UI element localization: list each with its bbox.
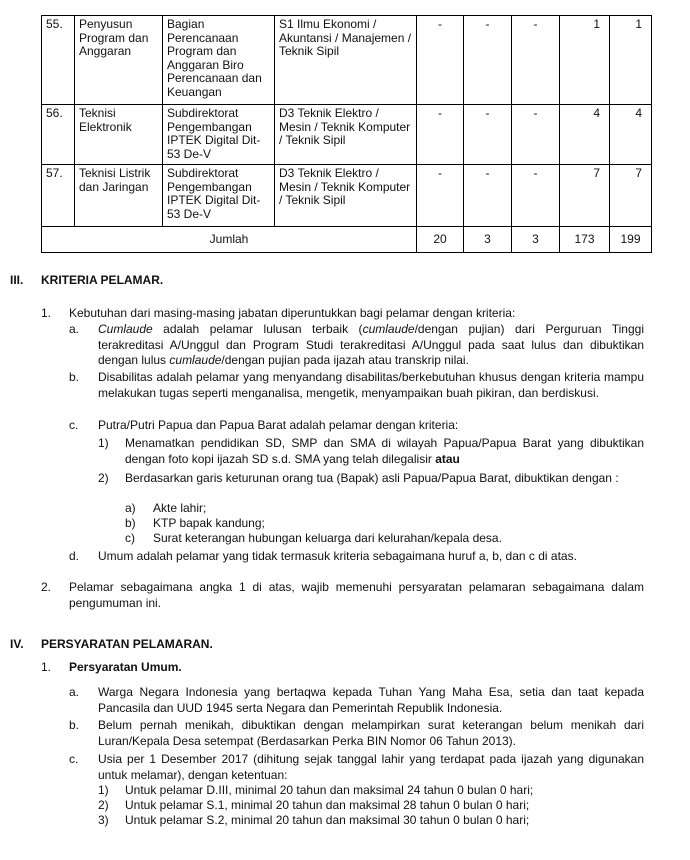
count-b: - bbox=[464, 105, 512, 165]
item-label: a. bbox=[69, 685, 80, 699]
total-label: Jumlah bbox=[42, 227, 417, 253]
section-title: KRITERIA PELAMAR. bbox=[41, 273, 164, 287]
count-d: 7 bbox=[560, 165, 610, 227]
general-criteria: Umum adalah pelamar yang tidak termasuk kriteria sebagaimana huruf a, b, dan c di atas. bbox=[98, 549, 577, 563]
table-row bbox=[42, 16, 652, 105]
item-label: b. bbox=[69, 718, 80, 732]
papua-lineage: Berdasarkan garis keturunan orang tua (Bapak) asli Papua/Papua Barat, dibuktikan dengan : bbox=[125, 471, 619, 485]
item-number: 2. bbox=[41, 580, 52, 594]
papua-criteria: Putra/Putri Papua dan Papua Barat adalah pelamar dengan kriteria: bbox=[98, 418, 459, 432]
education: D3 Teknik Elektro / Mesin / Teknik Komputer / Teknik Sipil bbox=[275, 165, 417, 227]
sub-label: 3) bbox=[98, 813, 109, 827]
total-c: 3 bbox=[512, 227, 560, 253]
count-total: 1 bbox=[610, 16, 652, 105]
emphasis: cumlaude bbox=[169, 353, 222, 367]
section-number: III. bbox=[10, 273, 24, 287]
requirement-text: Usia per 1 Desember 2017 (dihitung sejak tanggal lahir yang terdapat pada ijazah yang digunakan untuk melamar), dengan ketentuan: bbox=[98, 752, 644, 782]
sub-sub-label: c) bbox=[125, 531, 135, 545]
row-number: 56. bbox=[42, 105, 75, 165]
item-label: a. bbox=[69, 322, 80, 336]
position-name: Teknisi Listrik dan Jaringan bbox=[75, 165, 163, 227]
total-row bbox=[42, 227, 652, 253]
emphasis: cumlaude bbox=[362, 322, 415, 336]
sub-sub-label: a) bbox=[125, 501, 136, 515]
count-c: - bbox=[512, 16, 560, 105]
count-total: 7 bbox=[610, 165, 652, 227]
item-label: b. bbox=[69, 370, 80, 384]
section-title: PERSYARATAN PELAMARAN. bbox=[41, 637, 213, 651]
requirement-text: Warga Negara Indonesia yang bertaqwa kepada Tuhan Yang Maha Esa, setia dan taat kepada Pancasila dan UUD 1945 serta Negara dan Pemerintah Republik Indonesia. bbox=[98, 685, 644, 715]
item-number: 1. bbox=[41, 306, 52, 320]
papua-education bbox=[125, 436, 644, 467]
count-total: 4 bbox=[610, 105, 652, 165]
education: S1 Ilmu Ekonomi / Akuntansi / Manajemen / Teknik Sipil bbox=[275, 16, 417, 105]
item-number: 1. bbox=[41, 660, 52, 674]
count-a: - bbox=[417, 105, 464, 165]
count-c: - bbox=[512, 105, 560, 165]
count-c: - bbox=[512, 165, 560, 227]
count-b: - bbox=[464, 165, 512, 227]
disability-criteria: Disabilitas adalah pelamar yang menyandang disabilitas/berkebutuhan khusus dengan kriteria mampu melakukan tugas seperti menganalisa, mengetik, menyampaikan buah pikiran, dan berdiskusi. bbox=[98, 370, 644, 400]
row-number: 57. bbox=[42, 165, 75, 227]
total-a: 20 bbox=[417, 227, 464, 253]
total-b: 3 bbox=[464, 227, 512, 253]
education: D3 Teknik Elektro / Mesin / Teknik Komputer / Teknik Sipil bbox=[275, 105, 417, 165]
item-label: d. bbox=[69, 549, 80, 563]
sub-sub-text: Akte lahir; bbox=[153, 501, 207, 515]
count-d: 4 bbox=[560, 105, 610, 165]
item-text: Pelamar sebagaimana angka 1 di atas, wajib memenuhi persyaratan pelamaran sebagaimana dalam pengumuman ini. bbox=[69, 580, 644, 610]
text-part: Menamatkan pendidikan SD, SMP dan SMA di wilayah Papua/Papua Barat yang dibuktikan dengan foto kopi ijazah SD s.d. SMA yang telah dilegalisir bbox=[125, 436, 644, 466]
sub-text: Untuk pelamar S.2, minimal 20 tahun dan maksimal 30 tahun 0 bulan 0 hari; bbox=[125, 813, 530, 827]
sub-sub-text: Surat keterangan hubungan keluarga dari kelurahan/kepala desa. bbox=[153, 531, 502, 545]
text-part: /dengan pujian pada ijazah atau transkrip nilai. bbox=[221, 353, 469, 367]
count-b: - bbox=[464, 16, 512, 105]
total-d: 173 bbox=[560, 227, 610, 253]
item-text: Kebutuhan dari masing-masing jabatan diperuntukkan bagi pelamar dengan kriteria: bbox=[69, 306, 516, 320]
position-name: Teknisi Elektronik bbox=[75, 105, 163, 165]
total-sum: 199 bbox=[610, 227, 652, 253]
count-d: 1 bbox=[560, 16, 610, 105]
bold-word: atau bbox=[435, 451, 460, 466]
item-label: c. bbox=[69, 418, 79, 432]
text-part: adalah pelamar lulusan terbaik ( bbox=[152, 322, 363, 336]
unit-name: Subdirektorat Pengembangan IPTEK Digital Dit-53 De-V bbox=[163, 105, 275, 165]
sub-sub-text: KTP bapak kandung; bbox=[153, 516, 265, 530]
requirement-text: Belum pernah menikah, dibuktikan dengan melampirkan surat keterangan belum menikah dari Luran/Kepala Desa setempat (Berdasarkan Perka BIN Nomor 06 Tahun 2013). bbox=[98, 718, 644, 748]
position-name: Penyusun Program dan Anggaran bbox=[75, 16, 163, 105]
item-label: c. bbox=[69, 752, 79, 766]
unit-name: Subdirektorat Pengembangan IPTEK Digital Dit-53 De-V bbox=[163, 165, 275, 227]
sub-label: 1) bbox=[98, 783, 109, 797]
count-a: - bbox=[417, 16, 464, 105]
cumlaude-criteria bbox=[98, 322, 644, 369]
row-number: 55. bbox=[42, 16, 75, 105]
table-row bbox=[42, 165, 652, 227]
positions-table bbox=[41, 15, 652, 253]
sub-label: 2) bbox=[98, 471, 109, 485]
table-row bbox=[42, 105, 652, 165]
emphasis: Cumlaude bbox=[98, 322, 153, 336]
sub-text: Untuk pelamar S.1, minimal 20 tahun dan maksimal 28 tahun 0 bulan 0 hari; bbox=[125, 798, 530, 812]
sub-sub-label: b) bbox=[125, 516, 136, 530]
unit-name: Bagian Perencanaan Program dan Anggaran Biro Perencanaan dan Keuangan bbox=[163, 16, 275, 105]
section-number: IV. bbox=[10, 637, 24, 651]
text-part: /dengan pujian) dari Perguruan Tinggi terakreditasi A/Unggul dan Program Studi terakreditasi A/Unggul pada saat lulus dan dibuktikan dengan lulus bbox=[98, 322, 644, 367]
sub-text: Untuk pelamar D.III, minimal 20 tahun dan maksimal 24 tahun 0 bulan 0 hari; bbox=[125, 783, 534, 797]
sub-label: 1) bbox=[98, 436, 109, 450]
sub-label: 2) bbox=[98, 798, 109, 812]
count-a: - bbox=[417, 165, 464, 227]
subsection-title: Persyaratan Umum. bbox=[69, 660, 182, 674]
